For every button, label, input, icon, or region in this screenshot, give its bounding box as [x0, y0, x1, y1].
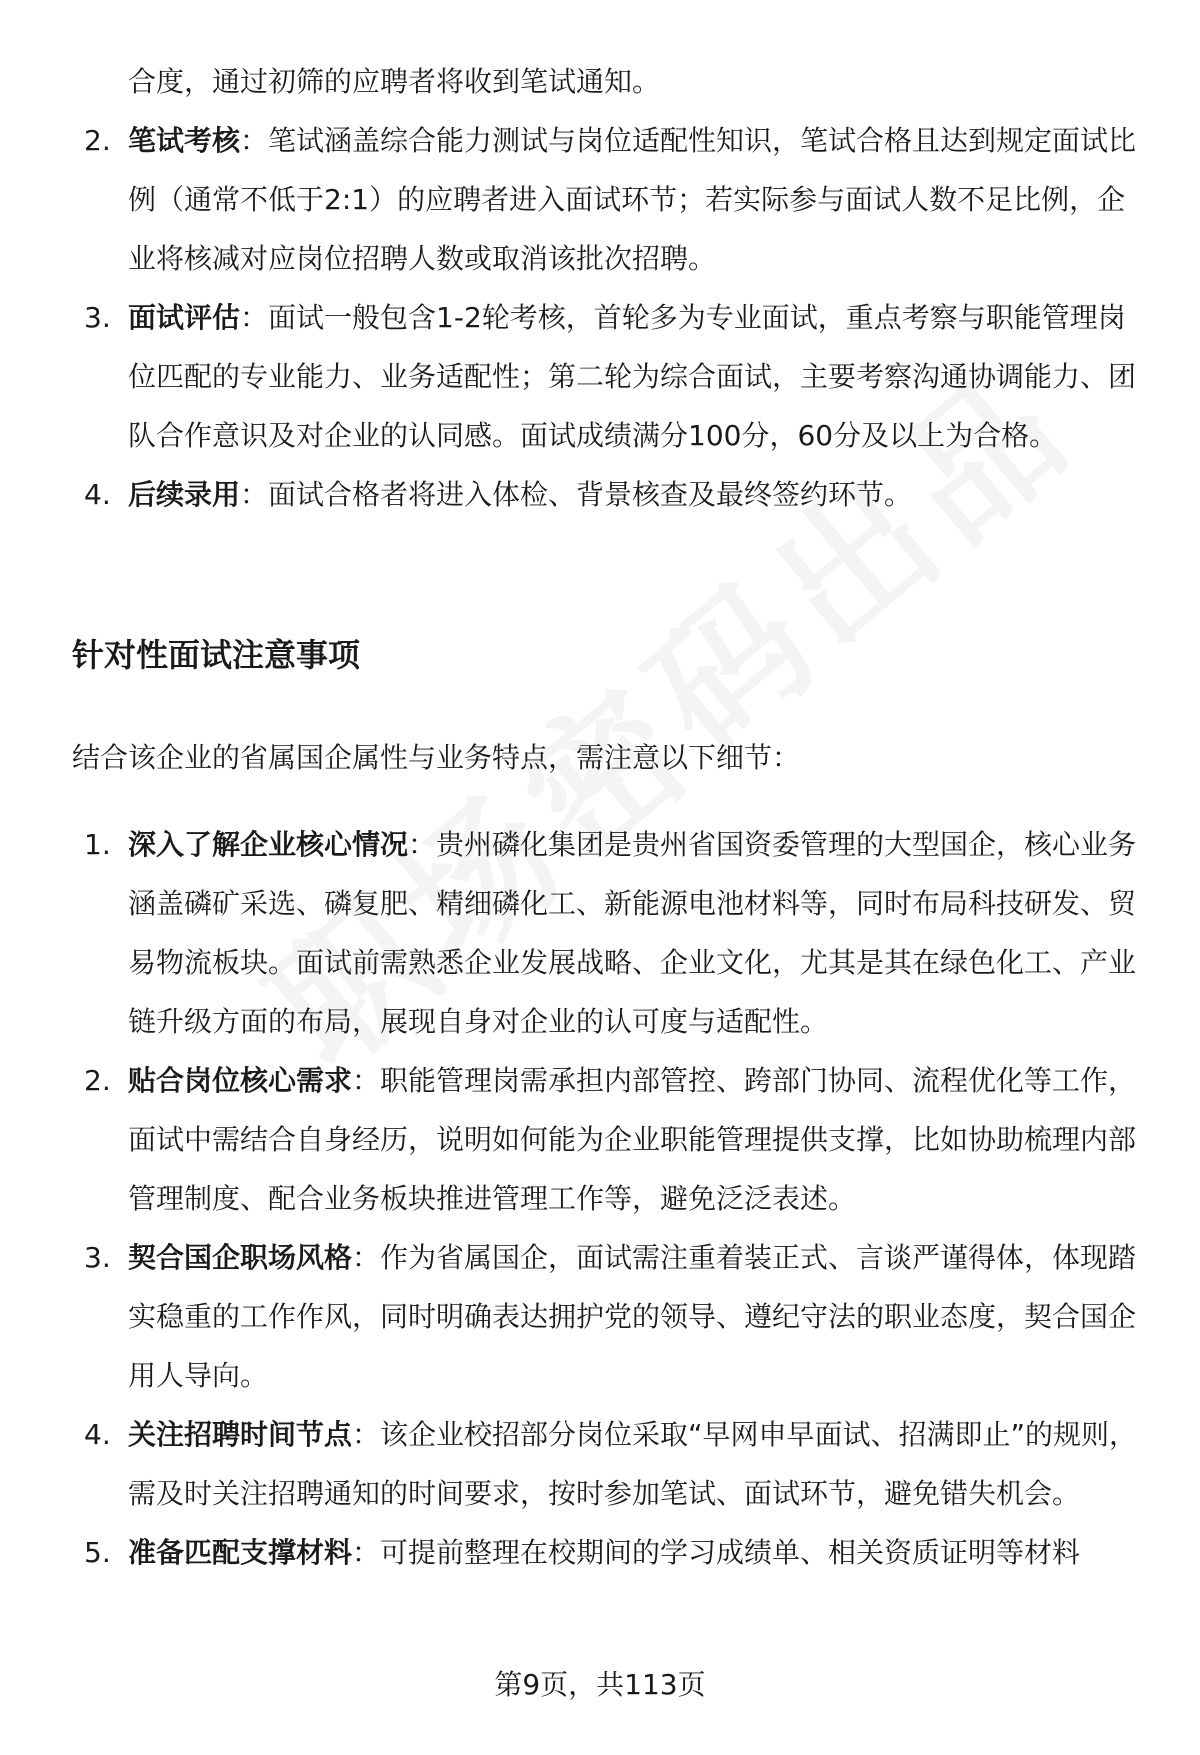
item-separator: ： — [352, 1418, 381, 1451]
item-number: 5. — [84, 1536, 111, 1569]
item-separator: ： — [352, 1241, 381, 1274]
item-text: 贵州磷化集团是贵州省国资委管理的大型国企，核心业务涵盖磷矿采选、磷复肥、精细磷化工、新能源电池材料等，同时布局科技研发、贸易物流板块。面试前需熟悉企业发展战略、企业文化，尤其是其在绿色化工、产业链升级方面的布局，展现自身对企业的认可度与适配性。 — [128, 828, 1137, 1038]
item-text: 面试合格者将进入体检、背景核查及最终签约环节。 — [268, 478, 913, 511]
item-number: 3. — [84, 1241, 111, 1274]
list-item — [0, 1228, 1148, 1405]
list-item — [0, 465, 1148, 524]
item-separator: ： — [240, 301, 269, 334]
item-text: 面试一般包含1-2轮考核，首轮多为专业面试，重点考察与职能管理岗位匹配的专业能力、业务适配性；第二轮为综合面试，主要考察沟通协调能力、团队合作意识及对企业的认同感。面试成绩满分100分，60分及以上为合格。 — [128, 301, 1137, 452]
item-title: 准备匹配支撑材料 — [128, 1536, 353, 1569]
item-title: 后续录用 — [128, 478, 241, 511]
list-item — [0, 1405, 1148, 1523]
section-heading: 针对性面试注意事项 — [72, 636, 361, 674]
item-number: 1. — [84, 828, 111, 861]
tips-list — [0, 815, 1148, 1582]
item-number: 3. — [84, 301, 111, 334]
item-title: 笔试考核 — [128, 124, 241, 157]
item-text: 作为省属国企，面试需注重着装正式、言谈严谨得体，体现踏实稳重的工作作风，同时明确表达拥护党的领导、遵纪守法的职业态度，契合国企用人导向。 — [128, 1241, 1137, 1392]
item-number: 2. — [84, 124, 111, 157]
item-separator: ： — [352, 1064, 381, 1097]
item-number: 4. — [84, 478, 111, 511]
page-number: 第9页，共113页 — [494, 1668, 706, 1701]
item-title: 面试评估 — [128, 301, 241, 334]
list-item — [0, 1523, 1148, 1582]
list-item — [0, 815, 1148, 1051]
section-intro: 结合该企业的省属国企属性与业务特点，需注意以下细节： — [72, 741, 801, 774]
item-number: 2. — [84, 1064, 111, 1097]
list-item — [0, 288, 1148, 465]
item-title: 贴合岗位核心需求 — [128, 1064, 353, 1097]
item-separator: ： — [240, 478, 269, 511]
item-title: 深入了解企业核心情况 — [128, 828, 409, 861]
item-separator: ： — [408, 828, 437, 861]
item-title: 关注招聘时间节点 — [128, 1418, 353, 1451]
item-text: 可提前整理在校期间的学习成绩单、相关资质证明等材料 — [380, 1536, 1081, 1569]
item-text: 笔试涵盖综合能力测试与岗位适配性知识，笔试合格且达到规定面试比例（通常不低于2:1）的应聘者进入面试环节；若实际参与面试人数不足比例，企业将核减对应岗位招聘人数或取消该批次招聘。 — [128, 124, 1137, 275]
continuation-text: 合度，通过初筛的应聘者将收到笔试通知。 — [128, 65, 661, 98]
item-title: 契合国企职场风格 — [128, 1241, 353, 1274]
item-text: 该企业校招部分岗位采取“早网申早面试、招满即止”的规则，需及时关注招聘通知的时间要求，按时参加笔试、面试环节，避免错失机会。 — [128, 1418, 1138, 1510]
item-separator: ： — [352, 1536, 381, 1569]
list-item — [0, 111, 1148, 288]
process-steps-list — [0, 111, 1148, 524]
item-text: 职能管理岗需承担内部管控、跨部门协同、流程优化等工作，面试中需结合自身经历，说明如何能为企业职能管理提供支撑，比如协助梳理内部管理制度、配合业务板块推进管理工作等，避免泛泛表述。 — [128, 1064, 1137, 1215]
list-item — [0, 1051, 1148, 1228]
item-number: 4. — [84, 1418, 111, 1451]
item-separator: ： — [240, 124, 269, 157]
